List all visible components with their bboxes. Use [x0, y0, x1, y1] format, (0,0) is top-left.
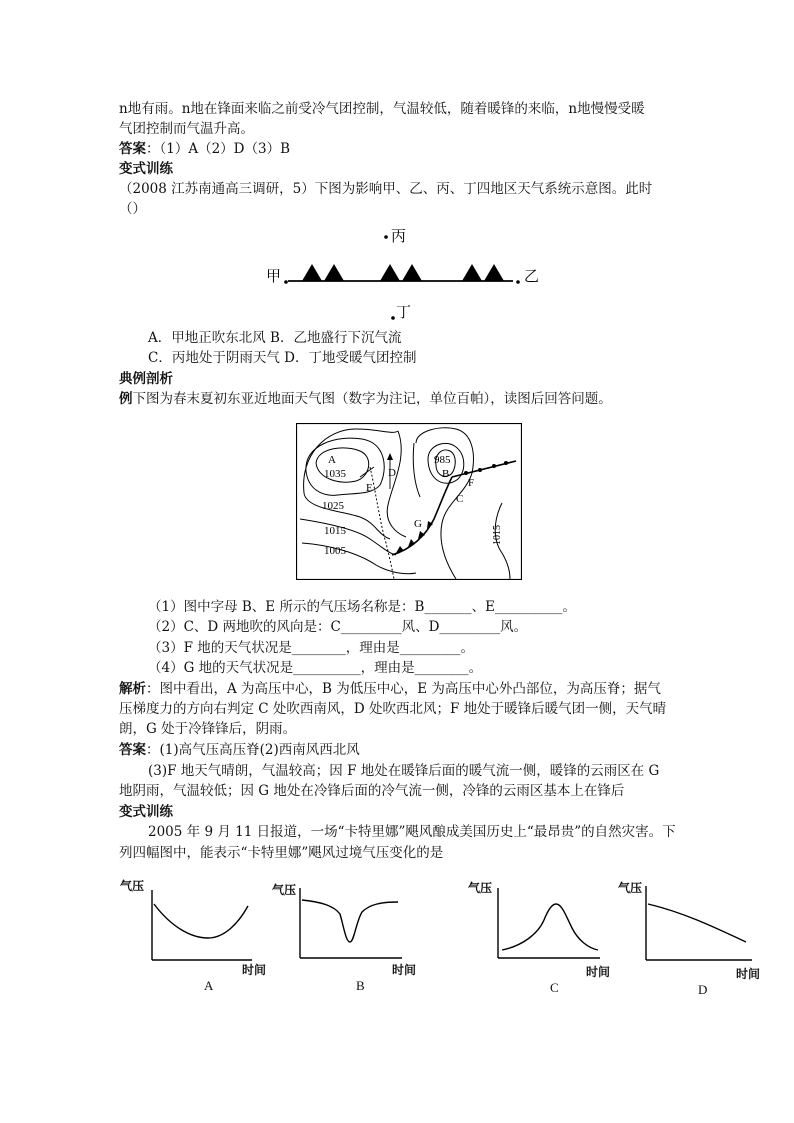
point-ding [391, 316, 395, 320]
front-triangle [402, 264, 422, 281]
label-1015-right: 1015 [492, 525, 503, 545]
label-ding: 丁 [396, 305, 412, 321]
text-line: n地有雨。n地在锋面来临之前受冷气团控制，气温较低，随着暖锋的来临，n地慢慢受暖 [119, 101, 645, 117]
graph-label: B [356, 978, 365, 993]
answer-line [119, 140, 290, 159]
graph-label: C [550, 980, 559, 995]
ylabel: 气压 [120, 879, 145, 893]
label-1035: 1035 [324, 468, 346, 480]
front-semicircle [504, 461, 508, 465]
analysis-label: 解析 [119, 681, 146, 697]
front-triangle [302, 264, 322, 281]
answer-line: 地阴雨，气温较低；因 G 地处在冷锋后面的冷气流一侧，冷锋的云雨区基本上在锋后 [119, 783, 625, 799]
graph-C [468, 880, 610, 995]
question-line: （2）C、D 两地吹的风向是：C_________风、D_________风。 [148, 619, 528, 635]
question-line: （4）G 地的天气状况是__________，理由是________。 [148, 660, 483, 676]
xlabel: 时间 [586, 965, 611, 979]
analysis-line: 压梯度力的方向右判定 C 处吹西南风，D 处吹西北风；F 地处于暖锋后暖气团一侧，天气晴 [119, 701, 667, 717]
question-text: （2008 江苏南通高三调研，5）下图为影响甲、乙、丙、丁四地区天气系统示意图。此时 [119, 181, 653, 197]
label-C: C [456, 493, 464, 505]
label-A: A [328, 454, 336, 466]
front-triangle [324, 264, 344, 281]
answer-label: 答案 [119, 141, 146, 157]
ylabel: 气压 [272, 883, 297, 897]
section-heading: 变式训练 [119, 161, 173, 177]
question-text: 列四幅图中，能表示“卡特里娜”飓风过境气压变化的是 [119, 845, 444, 861]
label-bing: 丙 [391, 229, 407, 245]
front-triangle [484, 264, 504, 281]
front-semicircle [464, 471, 468, 475]
question-text: （） [119, 201, 146, 217]
label-F: F [468, 477, 475, 489]
graph-A [120, 878, 266, 993]
front-semicircle [492, 464, 496, 468]
xlabel: 时间 [242, 963, 267, 977]
ylabel: 气压 [618, 881, 643, 895]
label-jia: 甲 [266, 269, 282, 285]
example-label: 例 [119, 391, 133, 407]
answer-line: (3)F 地天气晴朗，气温较高；因 F 地处在暖锋后面的暖气流一侧，暖锋的云雨区在 G [148, 763, 660, 779]
front-diagram [260, 222, 550, 327]
question-line: （1）图中字母 B、E 所示的气压场名称是：B_______、E__________。 [148, 599, 576, 615]
analysis-line: 朗，G 处于冷锋锋后，阴雨。 [119, 721, 297, 737]
label-1025: 1025 [322, 500, 344, 512]
analysis-line [119, 680, 661, 699]
label-1005: 1005 [324, 545, 346, 557]
answer-label: 答案 [119, 742, 146, 758]
text-line: 气团控制而气温升高。 [119, 121, 254, 137]
label-985: 985 [434, 454, 451, 466]
question-text: 2005 年 9 月 11 日报道，一场“卡特里娜”飓风酿成美国历史上“最昂贵”的自然灾害。下 [148, 824, 676, 840]
front-semicircle [478, 468, 482, 472]
graph-B [272, 882, 416, 993]
label-G: G [414, 518, 422, 530]
graph-label: D [698, 982, 708, 997]
answer-text: ：(1)高气压高压脊(2)西南风西北风 [146, 742, 360, 758]
answer-line [119, 741, 360, 760]
label-yi: 乙 [524, 269, 540, 285]
point-yi [516, 280, 520, 284]
point-jia [284, 280, 288, 284]
xlabel: 时间 [392, 963, 417, 977]
question-line: （3）F 地的天气状况是________，理由是_________。 [148, 640, 474, 656]
section-heading: 典例剖析 [119, 371, 173, 387]
example-line [119, 390, 612, 409]
label-E: E [366, 482, 373, 494]
xlabel: 时间 [736, 967, 761, 981]
analysis-text: ：图中看出，A 为高压中心，B 为低压中心，E 为高压中心外凸部位，为高压脊；据气 [146, 681, 661, 697]
ylabel: 气压 [468, 881, 493, 895]
answer-text: ：（1）A（2）D（3）B [146, 141, 291, 157]
point-bing [384, 235, 388, 239]
graph-label: A [204, 978, 214, 993]
section-heading: 变式训练 [119, 804, 173, 820]
pressure-graphs [112, 876, 772, 1000]
graph-D [618, 880, 760, 997]
front-triangle [462, 264, 482, 281]
weather-map [296, 423, 522, 580]
option-line: A．甲地正吹东北风 B．乙地盛行下沉气流 [148, 330, 402, 346]
label-D: D [388, 467, 396, 479]
option-line: C．丙地处于阴雨天气 D．丁地受暖气团控制 [148, 350, 417, 366]
label-1015: 1015 [324, 525, 346, 537]
label-B: B [442, 468, 450, 480]
example-text: 下图为春末夏初东亚近地面天气图（数字为注记，单位百帕），读图后回答问题。 [132, 391, 612, 407]
front-triangle [380, 264, 400, 281]
